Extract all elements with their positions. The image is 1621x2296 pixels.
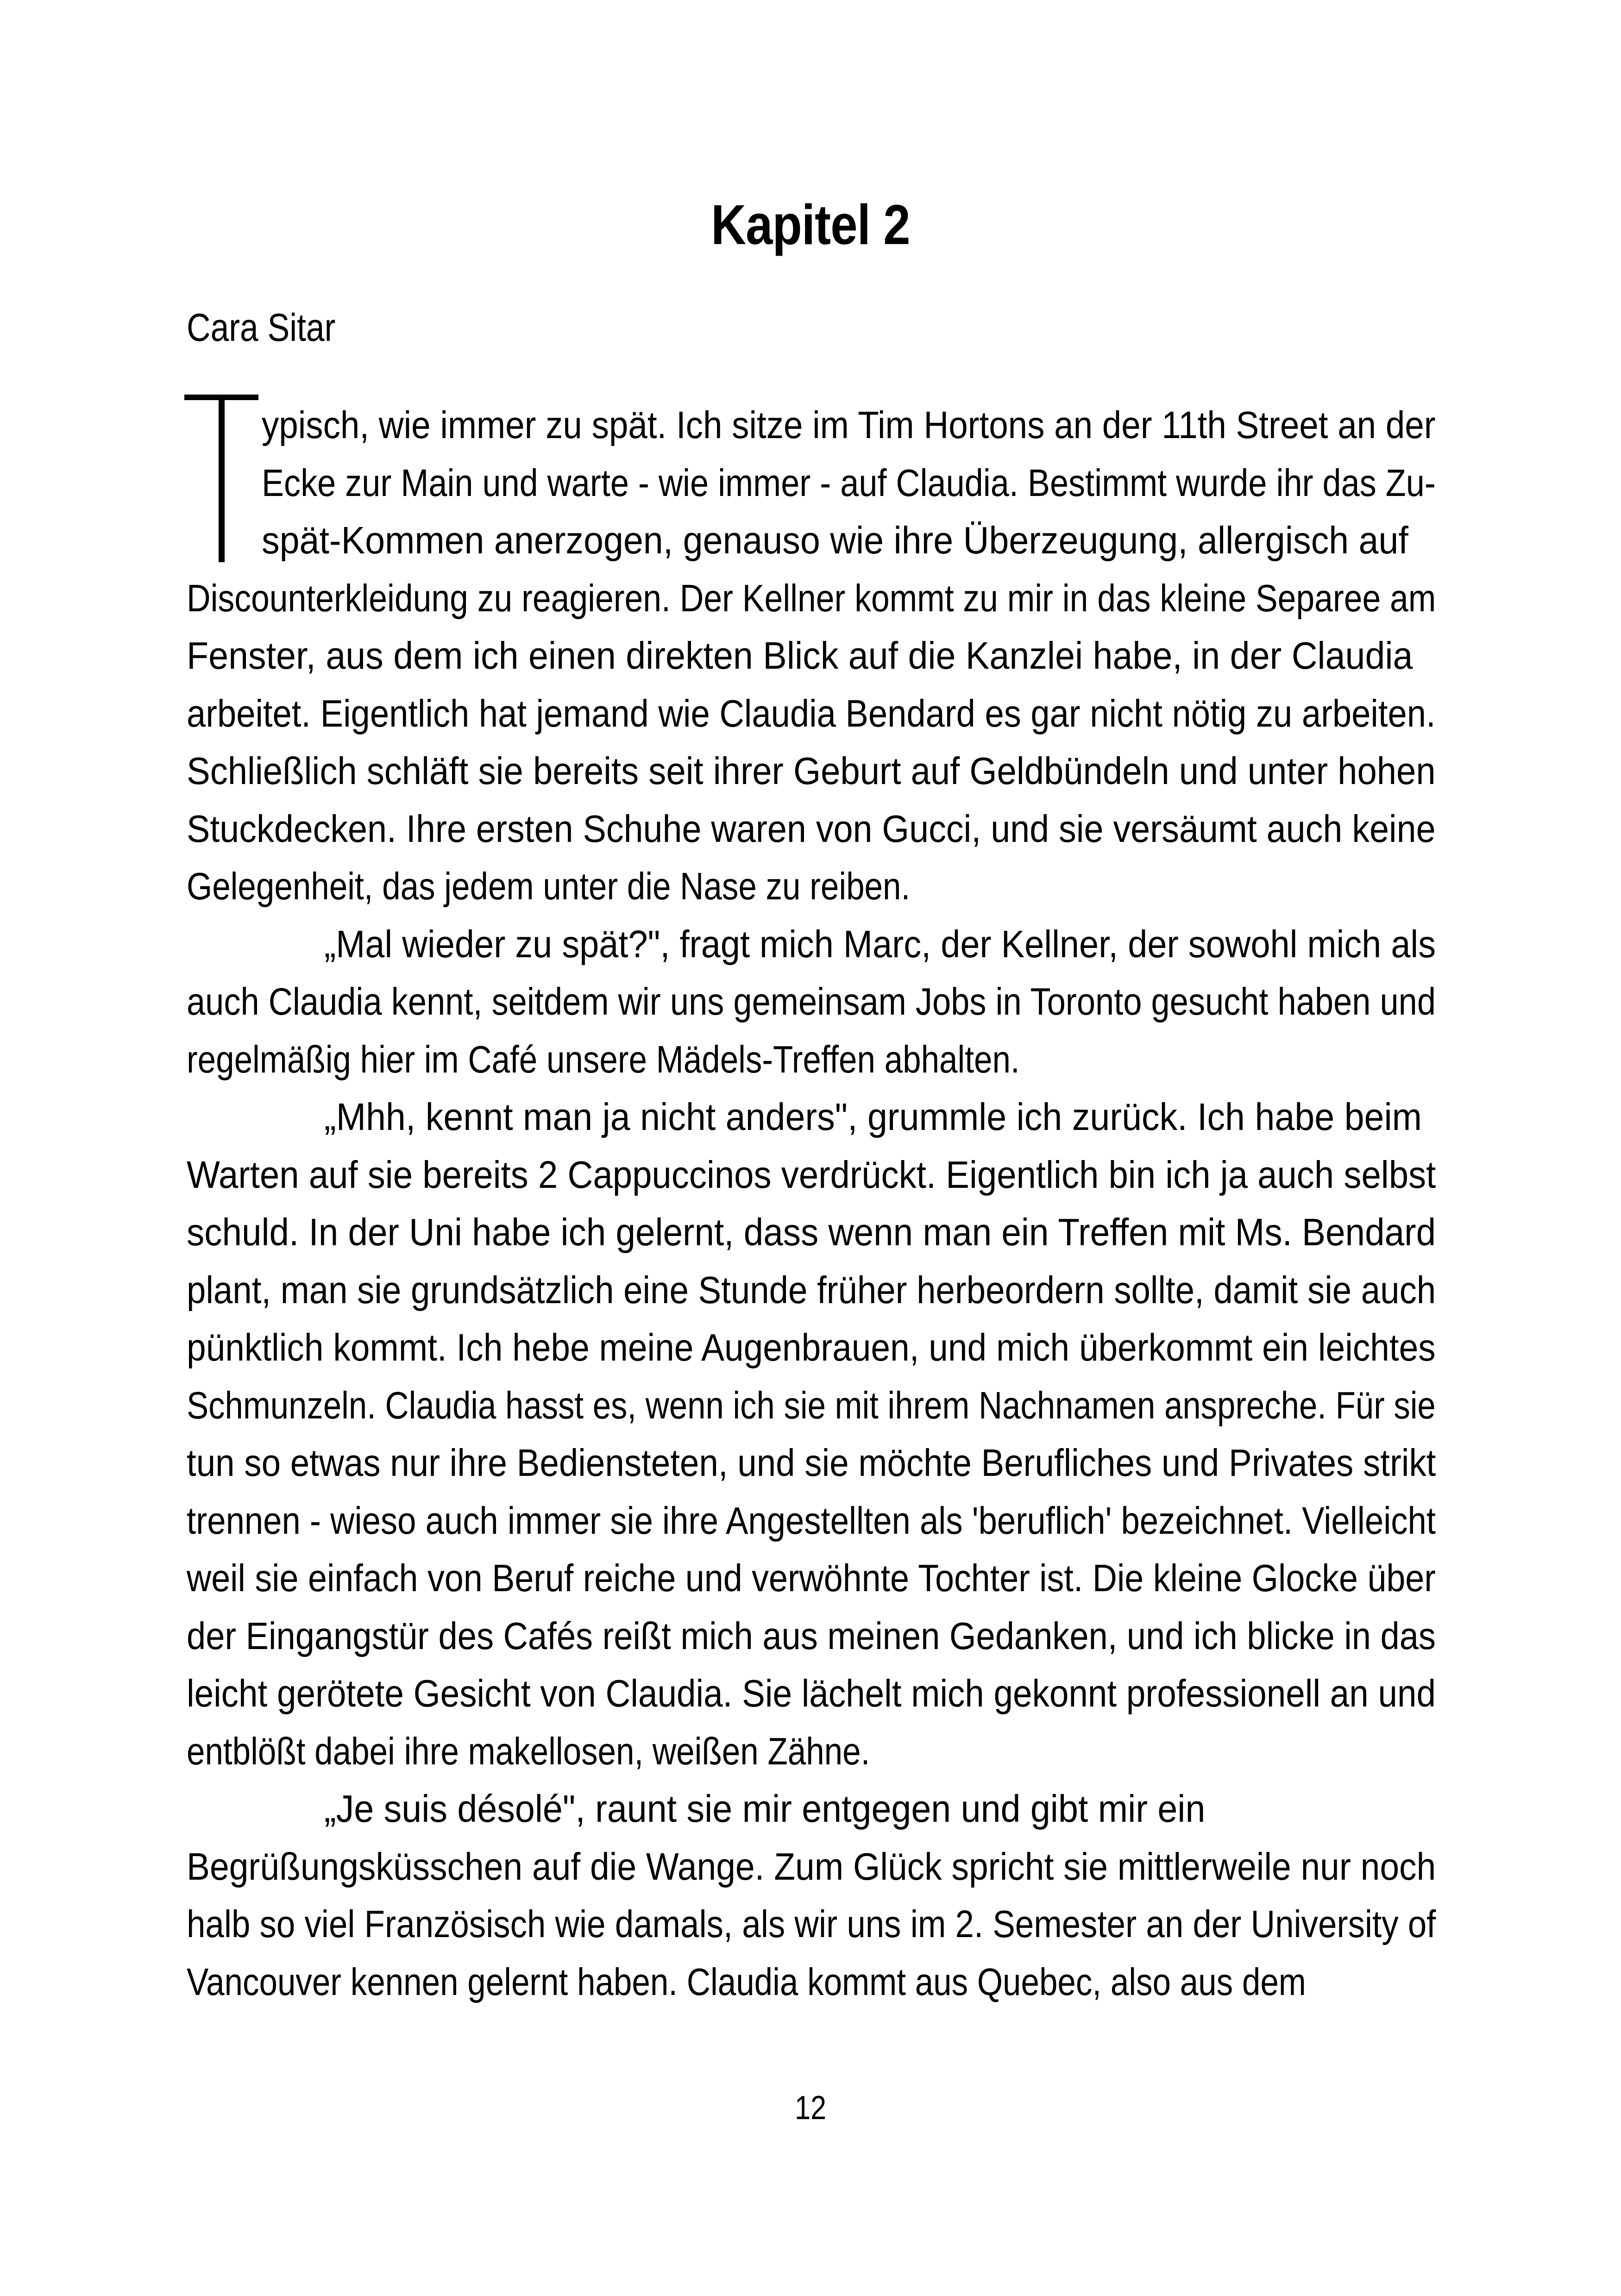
page-number: 12 bbox=[794, 2089, 827, 2127]
text-line: tun so etwas nur ihre Bediensteten, und sie möchte Berufliches und Privates strikt bbox=[187, 1441, 1436, 1484]
text-line: weil sie einfach von Beruf reiche und verwöhnte Tochter ist. Die kleine Glocke über bbox=[187, 1556, 1436, 1600]
text-line: leicht gerötete Gesicht von Claudia. Sie lächelt mich gekonnt professionell an und bbox=[187, 1672, 1436, 1715]
text-line: Schließlich schläft sie bereits seit ihrer Geburt auf Geldbündeln und unter hohen bbox=[187, 749, 1436, 792]
text-line: auch Claudia kennt, seitdem wir uns gemeinsam Jobs in Toronto gesucht haben und bbox=[187, 980, 1436, 1023]
text-line: der Eingangstür des Cafés reißt mich aus meinen Gedanken, und ich blicke in das bbox=[187, 1614, 1436, 1657]
text-line: Gelegenheit, das jedem unter die Nase zu reiben. bbox=[187, 865, 911, 908]
text-line: Discounterkleidung zu reagieren. Der Kellner kommt zu mir in das kleine Separee am bbox=[187, 576, 1436, 620]
text-line: Fenster, aus dem ich einen direkten Blick auf die Kanzlei habe, in der Claudia bbox=[187, 634, 1413, 677]
text-line: Ecke zur Main und warte - wie immer - auf Claudia. Bestimmt wurde ihr das Zu- bbox=[262, 461, 1436, 504]
text-line: schuld. In der Uni habe ich gelernt, dass wenn man ein Treffen mit Ms. Bendard bbox=[187, 1211, 1436, 1254]
text-line: Warten auf sie bereits 2 Cappuccinos verdrückt. Eigentlich bin ich ja auch selbst bbox=[187, 1153, 1436, 1196]
chapter-title: Kapitel 2 bbox=[711, 193, 910, 256]
text-line: trennen - wieso auch immer sie ihre Angestellten als 'beruflich' bezeichnet. Vielleicht bbox=[187, 1499, 1436, 1542]
author-name: Cara Sitar bbox=[187, 306, 336, 349]
text-line: pünktlich kommt. Ich hebe meine Augenbrauen, und mich überkommt ein leichtes bbox=[187, 1326, 1436, 1369]
text-line: Begrüßungsküsschen auf die Wange. Zum Glück spricht sie mittlerweile nur noch bbox=[187, 1844, 1436, 1888]
text-line: „Mal wieder zu spät?", fragt mich Marc, der Kellner, der sowohl mich als bbox=[324, 922, 1436, 966]
text-line: regelmäßig hier im Café unsere Mädels-Treffen abhalten. bbox=[187, 1037, 1020, 1081]
text-line: „Je suis désolé", raunt sie mir entgegen und gibt mir ein bbox=[324, 1787, 1206, 1830]
text-line: Vancouver kennen gelernt haben. Claudia kommt aus Quebec, also aus dem bbox=[187, 1960, 1306, 2003]
text-line: Stuckdecken. Ihre ersten Schuhe waren von Gucci, und sie versäumt auch keine bbox=[187, 807, 1436, 850]
text-line: „Mhh, kennt man ja nicht anders", grummle ich zurück. Ich habe beim bbox=[324, 1095, 1422, 1138]
text-line: ypisch, wie immer zu spät. Ich sitze im Tim Hortons an der 11th Street an der bbox=[262, 403, 1436, 446]
text-line: plant, man sie grundsätzlich eine Stunde früher herbeordern sollte, damit sie auch bbox=[187, 1268, 1436, 1311]
text-line: Schmunzeln. Claudia hasst es, wenn ich sie mit ihrem Nachnamen anspreche. Für sie bbox=[187, 1383, 1436, 1427]
text-line: halb so viel Französisch wie damals, als wir uns im 2. Semester an der University of bbox=[187, 1902, 1436, 1945]
text-line: spät-Kommen anerzogen, genauso wie ihre Überzeugung, allergisch auf bbox=[262, 519, 1408, 562]
text-line: arbeitet. Eigentlich hat jemand wie Claudia Bendard es gar nicht nötig zu arbeiten. bbox=[187, 691, 1436, 735]
text-line: entblößt dabei ihre makellosen, weißen Zähne. bbox=[187, 1729, 870, 1773]
